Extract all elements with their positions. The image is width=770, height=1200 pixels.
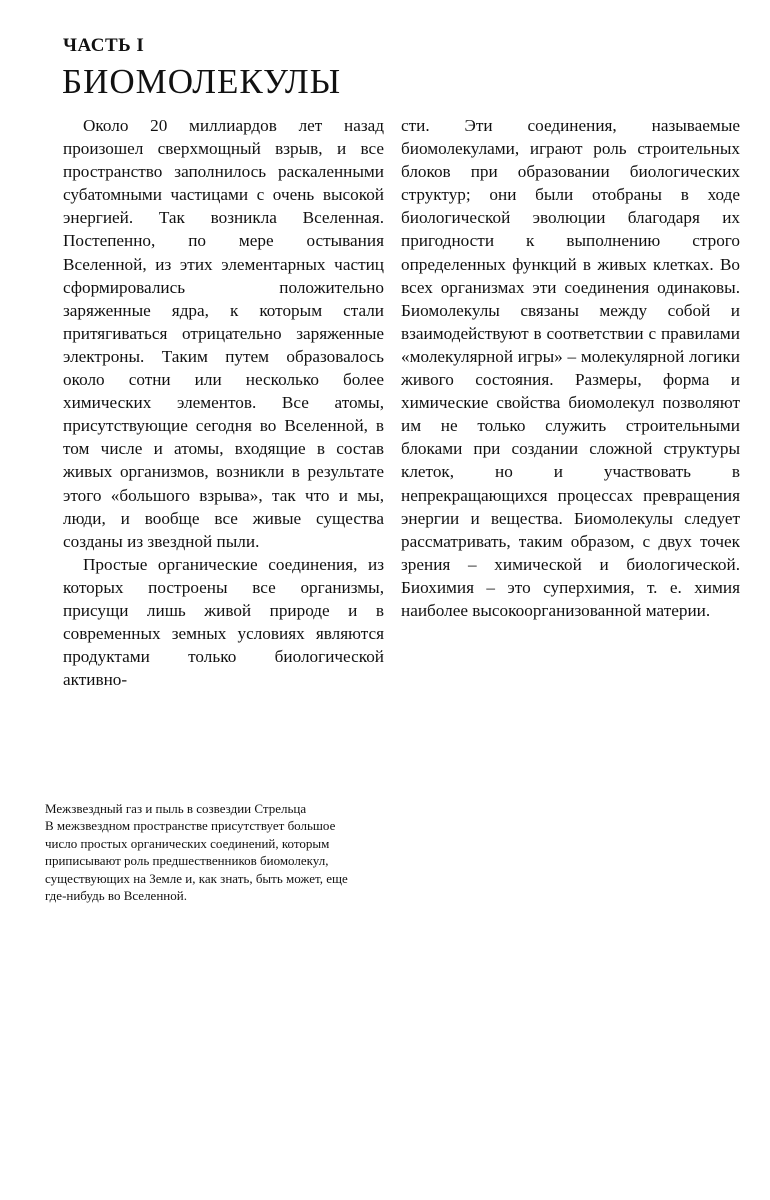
paragraph-organic-compounds: Простые органические соединения, из которых построены все организмы, присущи лишь живой природе и в современных земных условиях являются продуктами только биологической активно- — [63, 554, 384, 690]
caption-title: Межзвездный газ и пыль в созвездии Стрельца — [45, 801, 307, 816]
text-column-right — [401, 114, 740, 622]
caption-text: В межзвездном пространстве присутствует большое число простых органических соединений, которым приписывают роль предшественников биомолекул, существующих на Земле и, как знать, быть может, еще где-нибудь во Вселенной. — [45, 818, 348, 904]
paragraph-biomolecules: сти. Эти соединения, называемые биомолекулами, играют роль строительных блоков при образовании биологических структур; они были отобраны в ходе биологической эволюции благодаря их пригодности к выполнению строго определенных функций в живых клетках. Во всех организмах эти соединения одинаковы. Биомолекулы связаны между собой и взаимодействуют в соответствии с правилами «молекулярной игры» – молекулярной логики живого состояния. Размеры, форма и химические свойства биомолекул позволяют им не только служить строительными блоками при создании сложной структуры клеток, но и участвовать в непрекращающихся процессах превращения энергии и вещества. Биомолекулы следует рассматривать, таким образом, с двух точек зрения – химической и биологической. Биохимия – это суперхимия, т. е. химия наиболее высокоорганизованной материи. — [401, 116, 740, 620]
figure-caption — [45, 800, 355, 904]
paragraph-big-bang: Около 20 миллиардов лет назад произошел сверхмощный взрыв, и все пространство заполнилось раскаленными субатомными частицами с очень высокой энергией. Так возникла Вселенная. Постепенно, по мере остывания Вселенной, из этих элементарных частиц сформировались положительно заряженные ядра, к которым стали притягиваться отрицательно заряженные электроны. Таким путем образовалось около сотни или несколько более химических элементов. Все атомы, присутствующие сегодня во Вселенной, в том числе и атомы, входящие в состав живых организмов, возникли в результате этого «большого взрыва», так что и мы, люди, и вообще все живые существа созданы из звездной пыли. — [63, 116, 384, 551]
part-label: ЧАСТЬ I — [63, 35, 145, 56]
text-column-left — [63, 114, 384, 691]
part-title: БИОМОЛЕКУЛЫ — [62, 62, 342, 101]
